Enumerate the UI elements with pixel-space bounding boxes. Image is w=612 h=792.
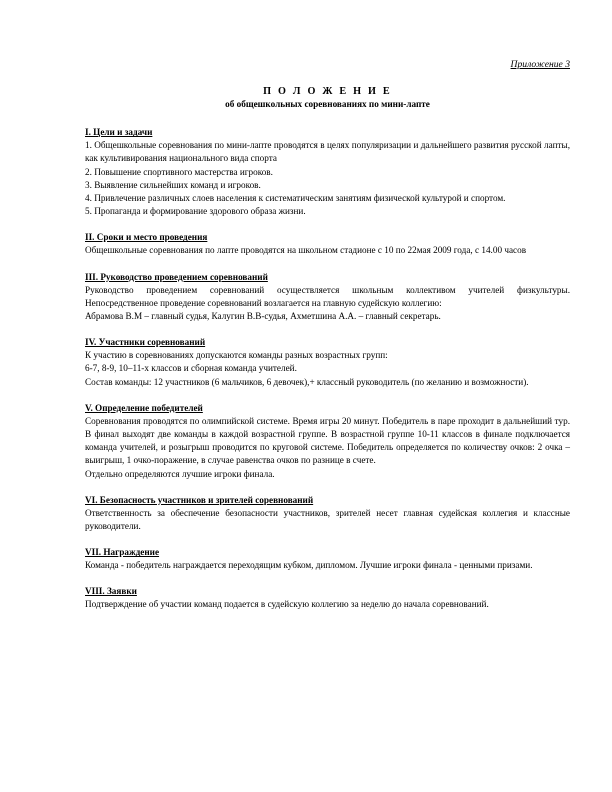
appendix-label: Приложение 3 — [510, 59, 570, 70]
document-title: П О Л О Ж Е Н И Е — [263, 86, 392, 98]
paragraph: 4. Привлечение различных слоев населения к систематическим занятиям физической культурой и спортом. — [85, 193, 506, 204]
paragraph: 2. Повышение спортивного мастерства игроков. — [85, 166, 273, 177]
paragraph: Команда - победитель награждается переходящим кубком, дипломом. Лучшие игроки финала - ценными призами. — [85, 560, 533, 571]
section-heading: III. Руководство проведением соревнований — [85, 271, 268, 282]
document-page — [85, 58, 570, 625]
paragraph: К участию в соревнованиях допускаются команды разных возрастных групп: — [85, 350, 388, 361]
paragraph: Абрамова В.М – главный судья, Калугин В.В-судья, Ахметшина А.А. – главный секретарь. — [85, 311, 441, 322]
section-applications — [85, 585, 570, 611]
paragraph: 6-7, 8-9, 10–11-х классов и сборная команда учителей. — [85, 363, 297, 374]
section-heading: VII. Награждение — [85, 547, 160, 558]
paragraph: Соревнования проводятся по олимпийской системе. Время игры 20 минут. Победитель в паре проходит в дальнейший тур. В финал выходят две команды в каждой возрастной группе. В возрастной группе 10-11 классов в финале подключается команда учителей, и розыгрыш проводится по круговой системе. Победитель определяется по количеству очков: 2 очка – выигрыш, 1 очко-поражение, в случае равенства очков по разнице в счете. — [85, 415, 570, 466]
paragraph: Подтверждение об участии команд подается в судейскую коллегию за неделю до начала соревнований. — [85, 599, 489, 610]
section-awards — [85, 546, 570, 572]
section-management — [85, 271, 570, 324]
section-participants — [85, 336, 570, 389]
paragraph: Руководство проведением соревнований осуществляется школьным коллективом учителей физкультуры. Непосредственное проведение соревнований возлагается на главную судейскую коллегию: — [85, 284, 570, 308]
paragraph: 5. Пропаганда и формирование здорового образа жизни. — [85, 206, 306, 217]
section-heading: VIII. Заявки — [85, 586, 137, 597]
section-dates-place — [85, 231, 570, 257]
document-subtitle: об общешкольных соревнованиях по мини-лапте — [225, 99, 430, 110]
paragraph: Состав команды: 12 участников (6 мальчиков, 6 девочек),+ классный руководитель (по желанию и возможности). — [85, 376, 529, 387]
paragraph: 3. Выявление сильнейших команд и игроков. — [85, 179, 261, 190]
section-heading: II. Сроки и место проведения — [85, 232, 208, 243]
paragraph: 1. Общешкольные соревнования по мини-лапте проводятся в целях популяризации и дальнейшего развития русской лапты, как культивирования национального вида спорта — [85, 140, 570, 164]
section-goals — [85, 126, 570, 218]
section-heading: I. Цели и задачи — [85, 127, 153, 138]
section-heading: VI. Безопасность участников и зрителей соревнований — [85, 494, 314, 505]
paragraph: Общешкольные соревнования по лапте проводятся на школьном стадионе с 10 по 22мая 2009 года, с 14.00 часов — [85, 245, 527, 256]
section-heading: IV. Участники соревнований — [85, 337, 206, 348]
paragraph: Отдельно определяются лучшие игроки финала. — [85, 468, 275, 479]
section-safety — [85, 494, 570, 533]
paragraph: Ответственность за обеспечение безопасности участников, зрителей несет главная судейская коллегия и классные руководители. — [85, 507, 570, 532]
section-winners — [85, 402, 570, 481]
section-heading: V. Определение победителей — [85, 402, 203, 413]
